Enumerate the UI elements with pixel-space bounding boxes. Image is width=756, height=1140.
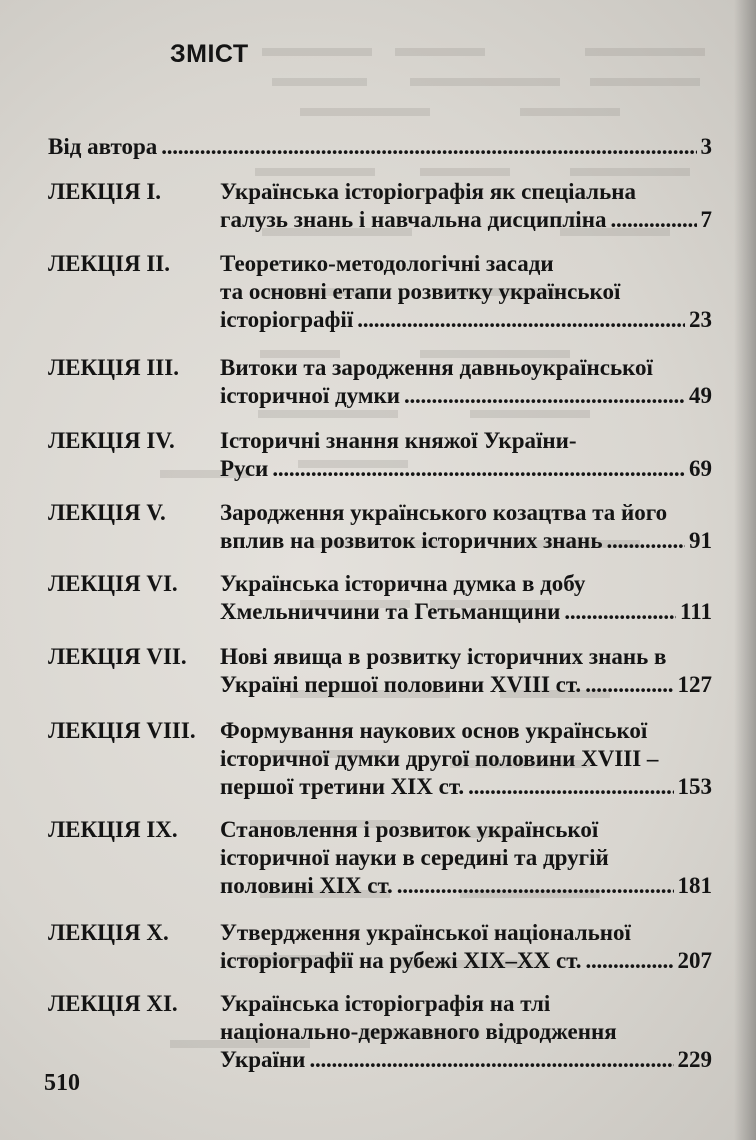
lecture-page: 153 (677, 774, 712, 799)
lecture-label: ЛЕКЦІЯ VIII. (48, 718, 196, 743)
lecture-title-line: Руси (220, 456, 269, 481)
lecture-title-line: Українська історична думка в добу (220, 571, 586, 596)
lecture-title-line: Українська історіографія на тлі (220, 991, 551, 1016)
lecture-title (220, 354, 712, 410)
lecture-label: ЛЕКЦІЯ VII. (48, 644, 187, 669)
lecture-title (220, 570, 712, 626)
lecture-title-line: галузь знань і навчальна дисципліна (220, 207, 607, 232)
dot-leader (585, 671, 673, 699)
lecture-page: 127 (677, 672, 712, 697)
lecture-title-line: Витоки та зародження давньоукраїнської (220, 355, 653, 380)
toc-entry-page: 3 (700, 134, 712, 159)
lecture-title-line: Нові явища в розвитку історичних знань в (220, 644, 667, 669)
lecture-title-line: Історичні знання княжої України- (220, 428, 577, 453)
lecture-title (220, 816, 712, 900)
lecture-label: ЛЕКЦІЯ X. (48, 920, 169, 945)
lecture-title-line: історіографії на рубежі XIX–XX ст. (220, 948, 582, 973)
lecture-title-line: історичної думки (220, 383, 401, 408)
dot-leader (404, 382, 685, 410)
lecture-page: 7 (700, 207, 712, 232)
lecture-title-line: Зародження українського козацтва та його (220, 500, 668, 525)
lecture-label: ЛЕКЦІЯ XI. (48, 991, 178, 1016)
lecture-page: 207 (677, 948, 712, 973)
lecture-label: ЛЕКЦІЯ I. (48, 179, 162, 204)
lecture-title-line: національно-державного відродження (220, 1019, 617, 1044)
lecture-title-line: Формування наукових основ української (220, 718, 648, 743)
lecture-title (220, 919, 712, 975)
lecture-title-line: Становлення і розвиток української (220, 817, 599, 842)
lecture-title-line: Хмельниччини та Гетьманщини (220, 599, 561, 624)
lecture-title (220, 717, 712, 801)
toc-entry-label: Від автора (48, 134, 158, 159)
dot-leader (606, 527, 685, 555)
lecture-title-line: першої третини XIX ст. (220, 774, 465, 799)
dot-leader (610, 206, 696, 234)
lecture-page: 229 (677, 1047, 712, 1072)
lecture-label: ЛЕКЦІЯ IV. (48, 428, 175, 453)
lecture-label: ЛЕКЦІЯ V. (48, 500, 166, 525)
lecture-title-line: України (220, 1047, 306, 1072)
lecture-page: 23 (689, 307, 712, 332)
lecture-page: 69 (689, 456, 712, 481)
lecture-title-line: половині XIX ст. (220, 873, 393, 898)
lecture-title-line: Утвердження української національної (220, 920, 631, 945)
lecture-title (220, 427, 712, 483)
lecture-title-line: Теоретико-методологічні засади (220, 251, 554, 276)
lecture-title (220, 643, 712, 699)
lecture-title-line: Українська історіографія як спеціальна (220, 179, 636, 204)
page-gutter-shadow (734, 0, 756, 1140)
dot-leader (161, 134, 696, 160)
page-number: 510 (44, 1070, 80, 1096)
dot-leader (564, 598, 676, 626)
lecture-page: 49 (689, 383, 712, 408)
lecture-title (220, 990, 712, 1074)
lecture-page: 91 (689, 528, 712, 553)
dot-leader (357, 306, 685, 334)
dot-leader (468, 773, 673, 801)
toc-entry-author[interactable] (48, 134, 712, 160)
lecture-title-line: історичної думки другої половини XVIII – (220, 746, 659, 771)
lecture-title-line: Україні першої половини XVIII ст. (220, 672, 582, 697)
lecture-title-line: вплив на розвиток історичних знань (220, 528, 603, 553)
lecture-label: ЛЕКЦІЯ III. (48, 355, 179, 380)
lecture-page: 111 (680, 599, 712, 624)
lecture-title-line: історіографії (220, 307, 354, 332)
lecture-title-line: історичної науки в середині та другій (220, 845, 609, 870)
lecture-label: ЛЕКЦІЯ VI. (48, 571, 178, 596)
lecture-title-line: та основні етапи розвитку української (220, 279, 621, 304)
lecture-title (220, 178, 712, 234)
lecture-title (220, 499, 712, 555)
lecture-page: 181 (677, 873, 712, 898)
dot-leader (272, 455, 685, 483)
dot-leader (397, 872, 674, 900)
lecture-label: ЛЕКЦІЯ IX. (48, 817, 178, 842)
dot-leader (309, 1046, 673, 1074)
lecture-title (220, 250, 712, 334)
page-title: ЗМІСТ (170, 40, 249, 68)
dot-leader (586, 947, 674, 975)
lecture-label: ЛЕКЦІЯ II. (48, 251, 171, 276)
